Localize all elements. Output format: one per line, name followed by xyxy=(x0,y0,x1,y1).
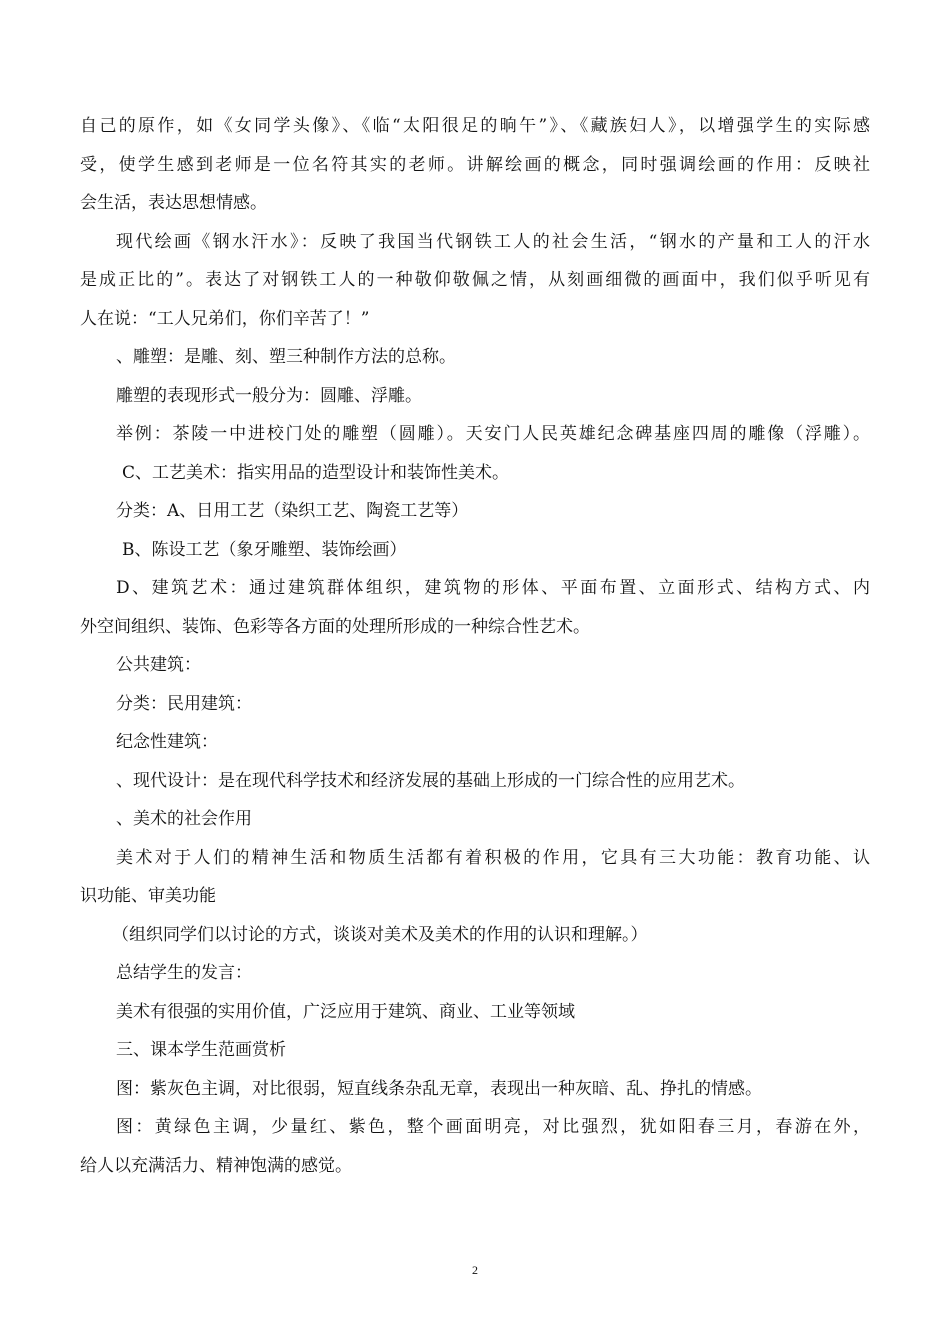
text-line: 、现代设计：是在现代科学技术和经济发展的基础上形成的一门综合性的应用艺术。 xyxy=(116,770,745,791)
text-line: 给人以充满活力、精神饱满的感觉。 xyxy=(80,1155,352,1176)
text-line: B、陈设工艺（象牙雕塑、装饰绘画） xyxy=(122,539,407,560)
text-line: 人在说：“工人兄弟们，你们辛苦了！” xyxy=(80,308,370,329)
text-line: 纪念性建筑： xyxy=(116,732,218,752)
text-line: 分类：民用建筑： xyxy=(116,693,252,714)
text-line: 识功能、审美功能 xyxy=(80,886,216,906)
page-number: 2 xyxy=(472,1263,478,1277)
text-line: 举例：茶陵一中进校门处的雕塑（圆雕）。天安门人民英雄纪念碑基座四周的雕像（浮雕）。 xyxy=(116,424,870,444)
text-line: 是成正比的”。表达了对钢铁工人的一种敬仰敬佩之情，从刻画细微的画面中，我们似乎听见有 xyxy=(80,270,870,290)
text-line: 雕塑的表现形式一般分为：圆雕、浮雕。 xyxy=(116,385,422,406)
text-line: 受，使学生感到老师是一位名符其实的老师。讲解绘画的概念，同时强调绘画的作用：反映社 xyxy=(80,154,870,175)
text-line: 美术有很强的实用价值，广泛应用于建筑、商业、工业等领域 xyxy=(116,1001,575,1022)
text-line: 总结学生的发言： xyxy=(116,963,252,983)
text-line: （组织同学们以讨论的方式，谈谈对美术及美术的作用的认识和理解。） xyxy=(112,924,648,945)
text-line: D、建筑艺术：通过建筑群体组织，建筑物的形体、平面布置、立面形式、结构方式、内 xyxy=(116,578,870,598)
text-line: C、工艺美术：指实用品的造型设计和装饰性美术。 xyxy=(122,462,510,483)
text-line: 图：黄绿色主调，少量红、紫色，整个画面明亮，对比强烈，犹如阳春三月，春游在外， xyxy=(116,1117,870,1137)
text-line: 分类：A、日用工艺（染织工艺、陶瓷工艺等） xyxy=(116,501,469,521)
text-line: 会生活，表达思想情感。 xyxy=(80,193,267,213)
text-line: 公共建筑： xyxy=(116,655,201,675)
text-line: 三、课本学生范画赏析 xyxy=(116,1040,286,1060)
body-text xyxy=(80,116,870,1194)
text-line: 外空间组织、装饰、色彩等各方面的处理所形成的一种综合性艺术。 xyxy=(80,616,590,637)
text-line: 、美术的社会作用 xyxy=(116,809,252,829)
text-line: 、雕塑：是雕、刻、塑三种制作方法的总称。 xyxy=(116,347,456,367)
text-line: 现代绘画《钢水汗水》：反映了我国当代钢铁工人的社会生活，“钢水的产量和工人的汗水 xyxy=(116,231,870,252)
text-line: 图：紫灰色主调，对比很弱，短直线条杂乱无章，表现出一种灰暗、乱、挣扎的情感。 xyxy=(116,1078,762,1099)
text-line: 美术对于人们的精神生活和物质生活都有着积极的作用，它具有三大功能：教育功能、认 xyxy=(116,847,870,868)
text-line: 自己的原作，如《女同学头像》、《临“太阳很足的晌午”》、《藏族妇人》，以增强学生的实际感 xyxy=(80,116,870,136)
